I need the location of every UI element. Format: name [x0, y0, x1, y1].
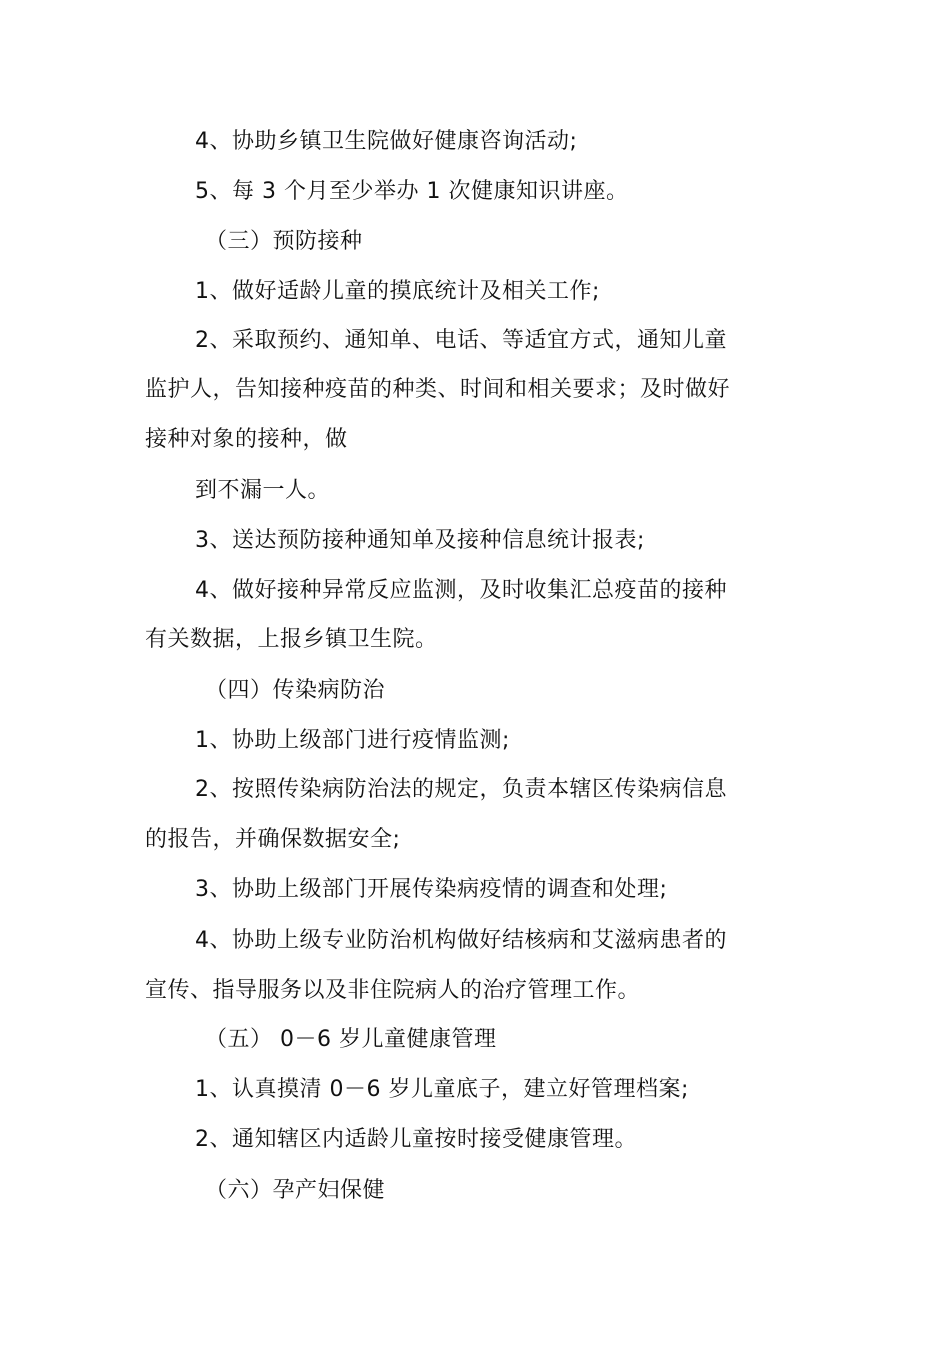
item-1-epidemic-monitoring: 1、协助上级部门进行疫情监测;	[195, 728, 510, 753]
item-4-tb-aids-line1: 4、协助上级专业防治机构做好结核病和艾滋病患者的	[195, 928, 727, 953]
section-heading-infectious-disease: （四）传染病防治	[205, 678, 386, 703]
section-heading-maternal-health: （六）孕产妇保健	[205, 1178, 386, 1203]
item-3-epidemic-investigation: 3、协助上级部门开展传染病疫情的调查和处理;	[195, 877, 668, 902]
item-4-adverse-reaction-line1: 4、做好接种异常反应监测，及时收集汇总疫苗的接种	[195, 578, 727, 603]
item-1-child-survey: 1、做好适龄儿童的摸底统计及相关工作;	[195, 279, 600, 304]
item-2-notification-line4: 到不漏一人。	[195, 478, 331, 503]
item-1-child-records: 1、认真摸清 0－6 岁儿童底子，建立好管理档案;	[195, 1077, 689, 1102]
item-4-tb-aids-line2: 宣传、指导服务以及非住院病人的治疗管理工作。	[145, 978, 641, 1003]
item-2-child-notification: 2、通知辖区内适龄儿童按时接受健康管理。	[195, 1127, 637, 1152]
item-2-notification-line1: 2、采取预约、通知单、电话、等适宜方式，通知儿童	[195, 328, 727, 353]
item-2-disease-reporting-line1: 2、按照传染病防治法的规定，负责本辖区传染病信息	[195, 777, 727, 802]
section-heading-vaccination: （三）预防接种	[205, 229, 363, 254]
item-2-notification-line3: 接种对象的接种，做	[145, 427, 348, 452]
section-heading-child-health: （五） 0－6 岁儿童健康管理	[205, 1027, 497, 1052]
item-4-health-consultation: 4、协助乡镇卫生院做好健康咨询活动;	[195, 129, 578, 154]
item-4-adverse-reaction-line2: 有关数据，上报乡镇卫生院。	[145, 627, 438, 652]
item-3-deliver-notices: 3、送达预防接种通知单及接种信息统计报表;	[195, 528, 645, 553]
item-2-disease-reporting-line2: 的报告，并确保数据安全;	[145, 827, 401, 852]
item-5-health-lecture: 5、每 3 个月至少举办 1 次健康知识讲座。	[195, 179, 629, 204]
item-2-notification-line2: 监护人，告知接种疫苗的种类、时间和相关要求；及时做好	[145, 377, 731, 402]
